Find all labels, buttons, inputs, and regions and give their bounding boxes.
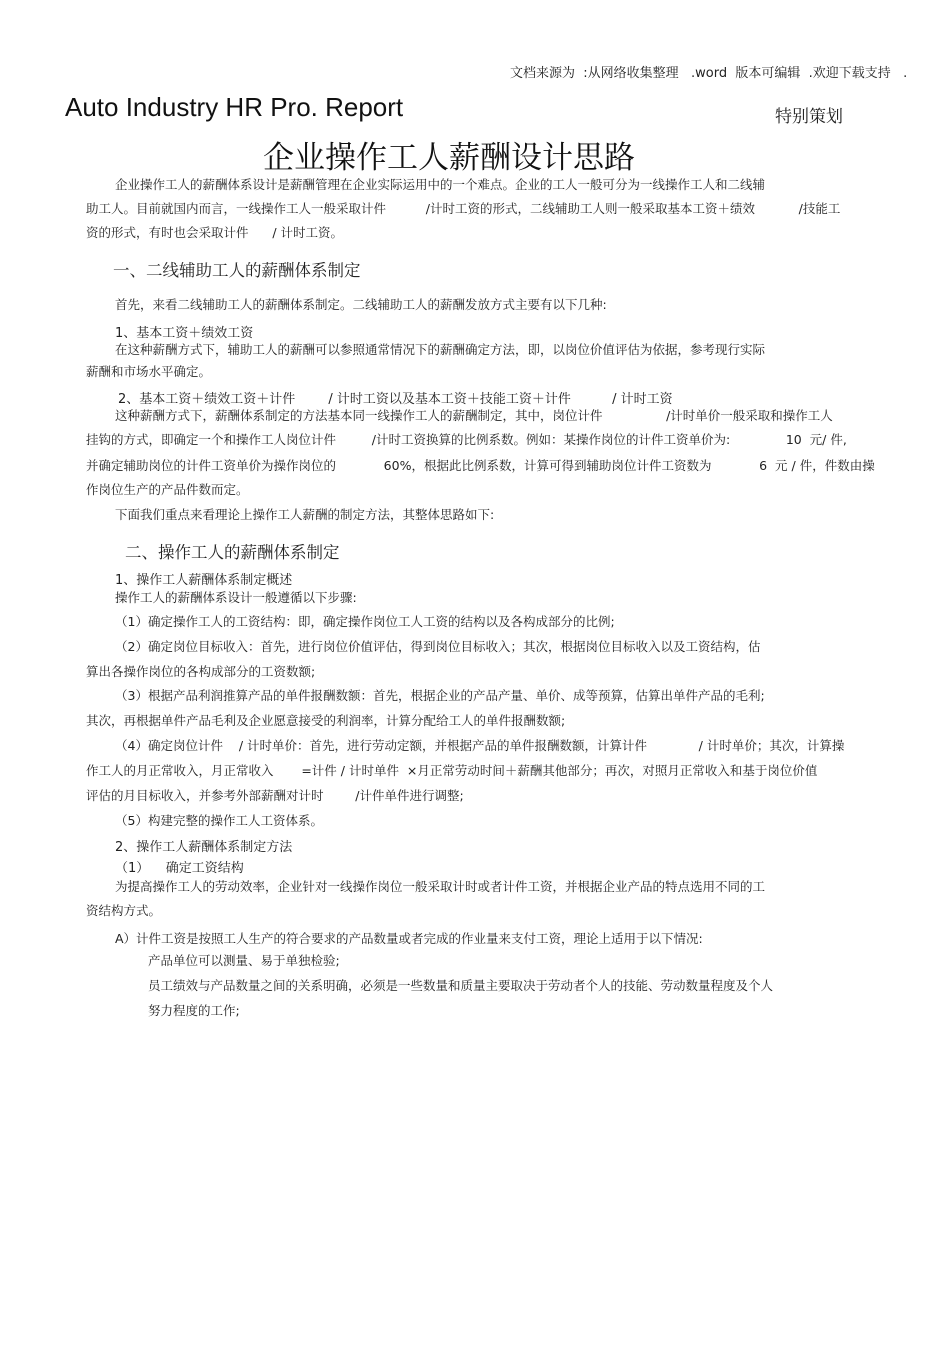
section1-item2-line-2: 挂钩的方式，即确定一个和操作工人岗位计件 /计时工资换算的比例系数。例如：某操作岗位的计件工资单价为: 10 元/ 件,: [86, 432, 847, 447]
section1-item2-line-3: 并确定辅助岗位的计件工资单价为操作岗位的 60%，根据此比例系数，计算可得到辅助岗位计件工资数为 6 元 / 件，件数由操: [86, 458, 875, 473]
report-name: Auto Industry HR Pro. Report: [65, 92, 404, 122]
section1-item1-line-1: 在这种薪酬方式下，辅助工人的薪酬可以参照通常情况下的薪酬确定方法，即，以岗位价值评估为依据，参考现行实际: [115, 342, 766, 357]
page-title: 企业操作工人薪酬设计思路: [263, 140, 635, 176]
step-line-8: 评估的月目标收入，并参考外部薪酬对计时 /计件单件进行调整;: [86, 788, 464, 803]
section2-sub2-line-2: 资结构方式。: [86, 903, 162, 918]
step-line-1: （1）确定操作工人的工资结构：即，确定操作岗位工人工资的结构以及各构成部分的比例;: [115, 614, 615, 629]
step-line-2: （2）确定岗位目标收入：首先，进行岗位价值评估，得到岗位目标收入；其次，根据岗位目标收入以及工资结构，估: [115, 639, 761, 654]
section1-item1-heading: 1、基本工资＋绩效工资: [115, 326, 254, 341]
section2-sub1-heading: 1、操作工人薪酬体系制定概述: [115, 573, 293, 588]
step-line-7: 作工人的月正常收入，月正常收入 =计件 / 计时单件 ×月正常劳动时间＋薪酬其他部分；再次，对照月正常收入和基于岗位价值: [86, 763, 818, 778]
step-line-9: （5）构建完整的操作工人工资体系。: [115, 813, 323, 828]
section1-transition: 下面我们重点来看理论上操作工人薪酬的制定方法，其整体思路如下:: [115, 507, 495, 522]
condition-line-1: 产品单位可以测量、易于单独检验;: [148, 953, 340, 968]
step-line-6: （4）确定岗位计件 / 计时单价：首先，进行劳动定额，并根据产品的单件报酬数额，计算计件 / 计时单价；其次，计算操: [115, 738, 845, 753]
source-note: 文档来源为 :从网络收集整理 .word 版本可编辑 .欢迎下载支持 .: [510, 66, 908, 81]
condition-line-2: 员工绩效与产品数量之间的关系明确，必须是一些数量和质量主要取决于劳动者个人的技能、劳动数量程度及个人: [148, 978, 774, 993]
section2-sub1-lead: 操作工人的薪酬体系设计一般遵循以下步骤:: [115, 590, 357, 605]
section1-item2-line-4: 作岗位生产的产品件数而定。: [86, 482, 249, 497]
intro-line-2: 助工人。目前就国内而言，一线操作工人一般采取计件 /计时工资的形式，二线辅助工人则一般采取基本工资＋绩效 /技能工: [86, 201, 841, 216]
section2-sub2-item1: （1） 确定工资结构: [115, 861, 244, 876]
section2-heading: 二、操作工人的薪酬体系制定: [125, 543, 340, 562]
section1-item1-line-2: 薪酬和市场水平确定。: [86, 364, 212, 379]
section1-lead: 首先，来看二线辅助工人的薪酬体系制定。二线辅助工人的薪酬发放方式主要有以下几种:: [115, 297, 607, 312]
point-a: A）计件工资是按照工人生产的符合要求的产品数量或者完成的作业量来支付工资，理论上适用于以下情况:: [115, 931, 703, 946]
section2-sub2-line-1: 为提高操作工人的劳动效率，企业针对一线操作岗位一般采取计时或者计件工资，并根据企业产品的特点选用不同的工: [115, 879, 766, 894]
step-line-5: 其次，再根据单件产品毛利及企业愿意接受的利润率，计算分配给工人的单件报酬数额;: [86, 713, 566, 728]
step-line-4: （3）根据产品利润推算产品的单件报酬数额：首先，根据企业的产品产量、单价、成等预算，估算出单件产品的毛利;: [115, 688, 765, 703]
intro-line-3: 资的形式，有时也会采取计件 / 计时工资。: [86, 225, 344, 240]
section1-item2-line-1: 这种薪酬方式下，薪酬体系制定的方法基本同一线操作工人的薪酬制定，其中，岗位计件 /计时单价一般采取和操作工人: [115, 408, 833, 423]
condition-line-3: 努力程度的工作;: [148, 1003, 240, 1018]
section1-heading: 一、二线辅助工人的薪酬体系制定: [113, 261, 361, 280]
intro-line-1: 企业操作工人的薪酬体系设计是薪酬管理在企业实际运用中的一个难点。企业的工人一般可分为一线操作工人和二线辅: [115, 177, 766, 192]
special-label: 特别策划: [775, 107, 843, 127]
section1-item2-heading: 2、基本工资＋绩效工资＋计件 / 计时工资以及基本工资＋技能工资＋计件 / 计时工资: [118, 392, 673, 407]
section2-sub2-heading: 2、操作工人薪酬体系制定方法: [115, 840, 293, 855]
step-line-3: 算出各操作岗位的各构成部分的工资数额;: [86, 664, 316, 679]
